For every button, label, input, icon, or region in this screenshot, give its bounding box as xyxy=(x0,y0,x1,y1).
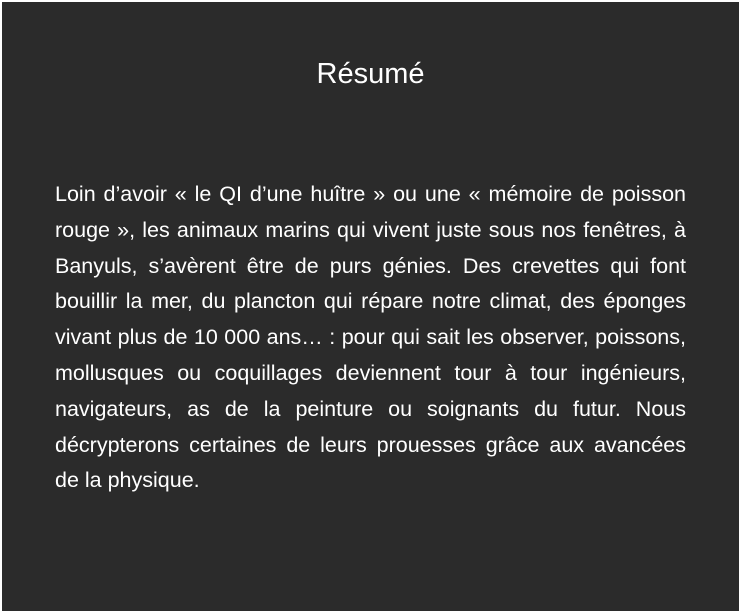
summary-text: Loin d’avoir « le QI d’une huître » ou une « mémoire de poisson rouge », les animaux marins qui vivent juste sous nos fenêtres, à Banyuls, s’avèrent être de purs génies. Des crevettes qui font bouillir la mer, du plancton qui répare notre climat, des éponges vivant plus de 10 000 ans… : pour qui sait les observer, poissons, mollusques ou coquillages deviennent tour à tour ingénieurs, navigateurs, as de la peinture ou soignants du futur. Nous décrypterons certaines de leurs prouesses grâce aux avancées de la physique. xyxy=(55,182,686,493)
summary-panel xyxy=(2,2,739,611)
summary-title: Résumé xyxy=(316,58,425,90)
